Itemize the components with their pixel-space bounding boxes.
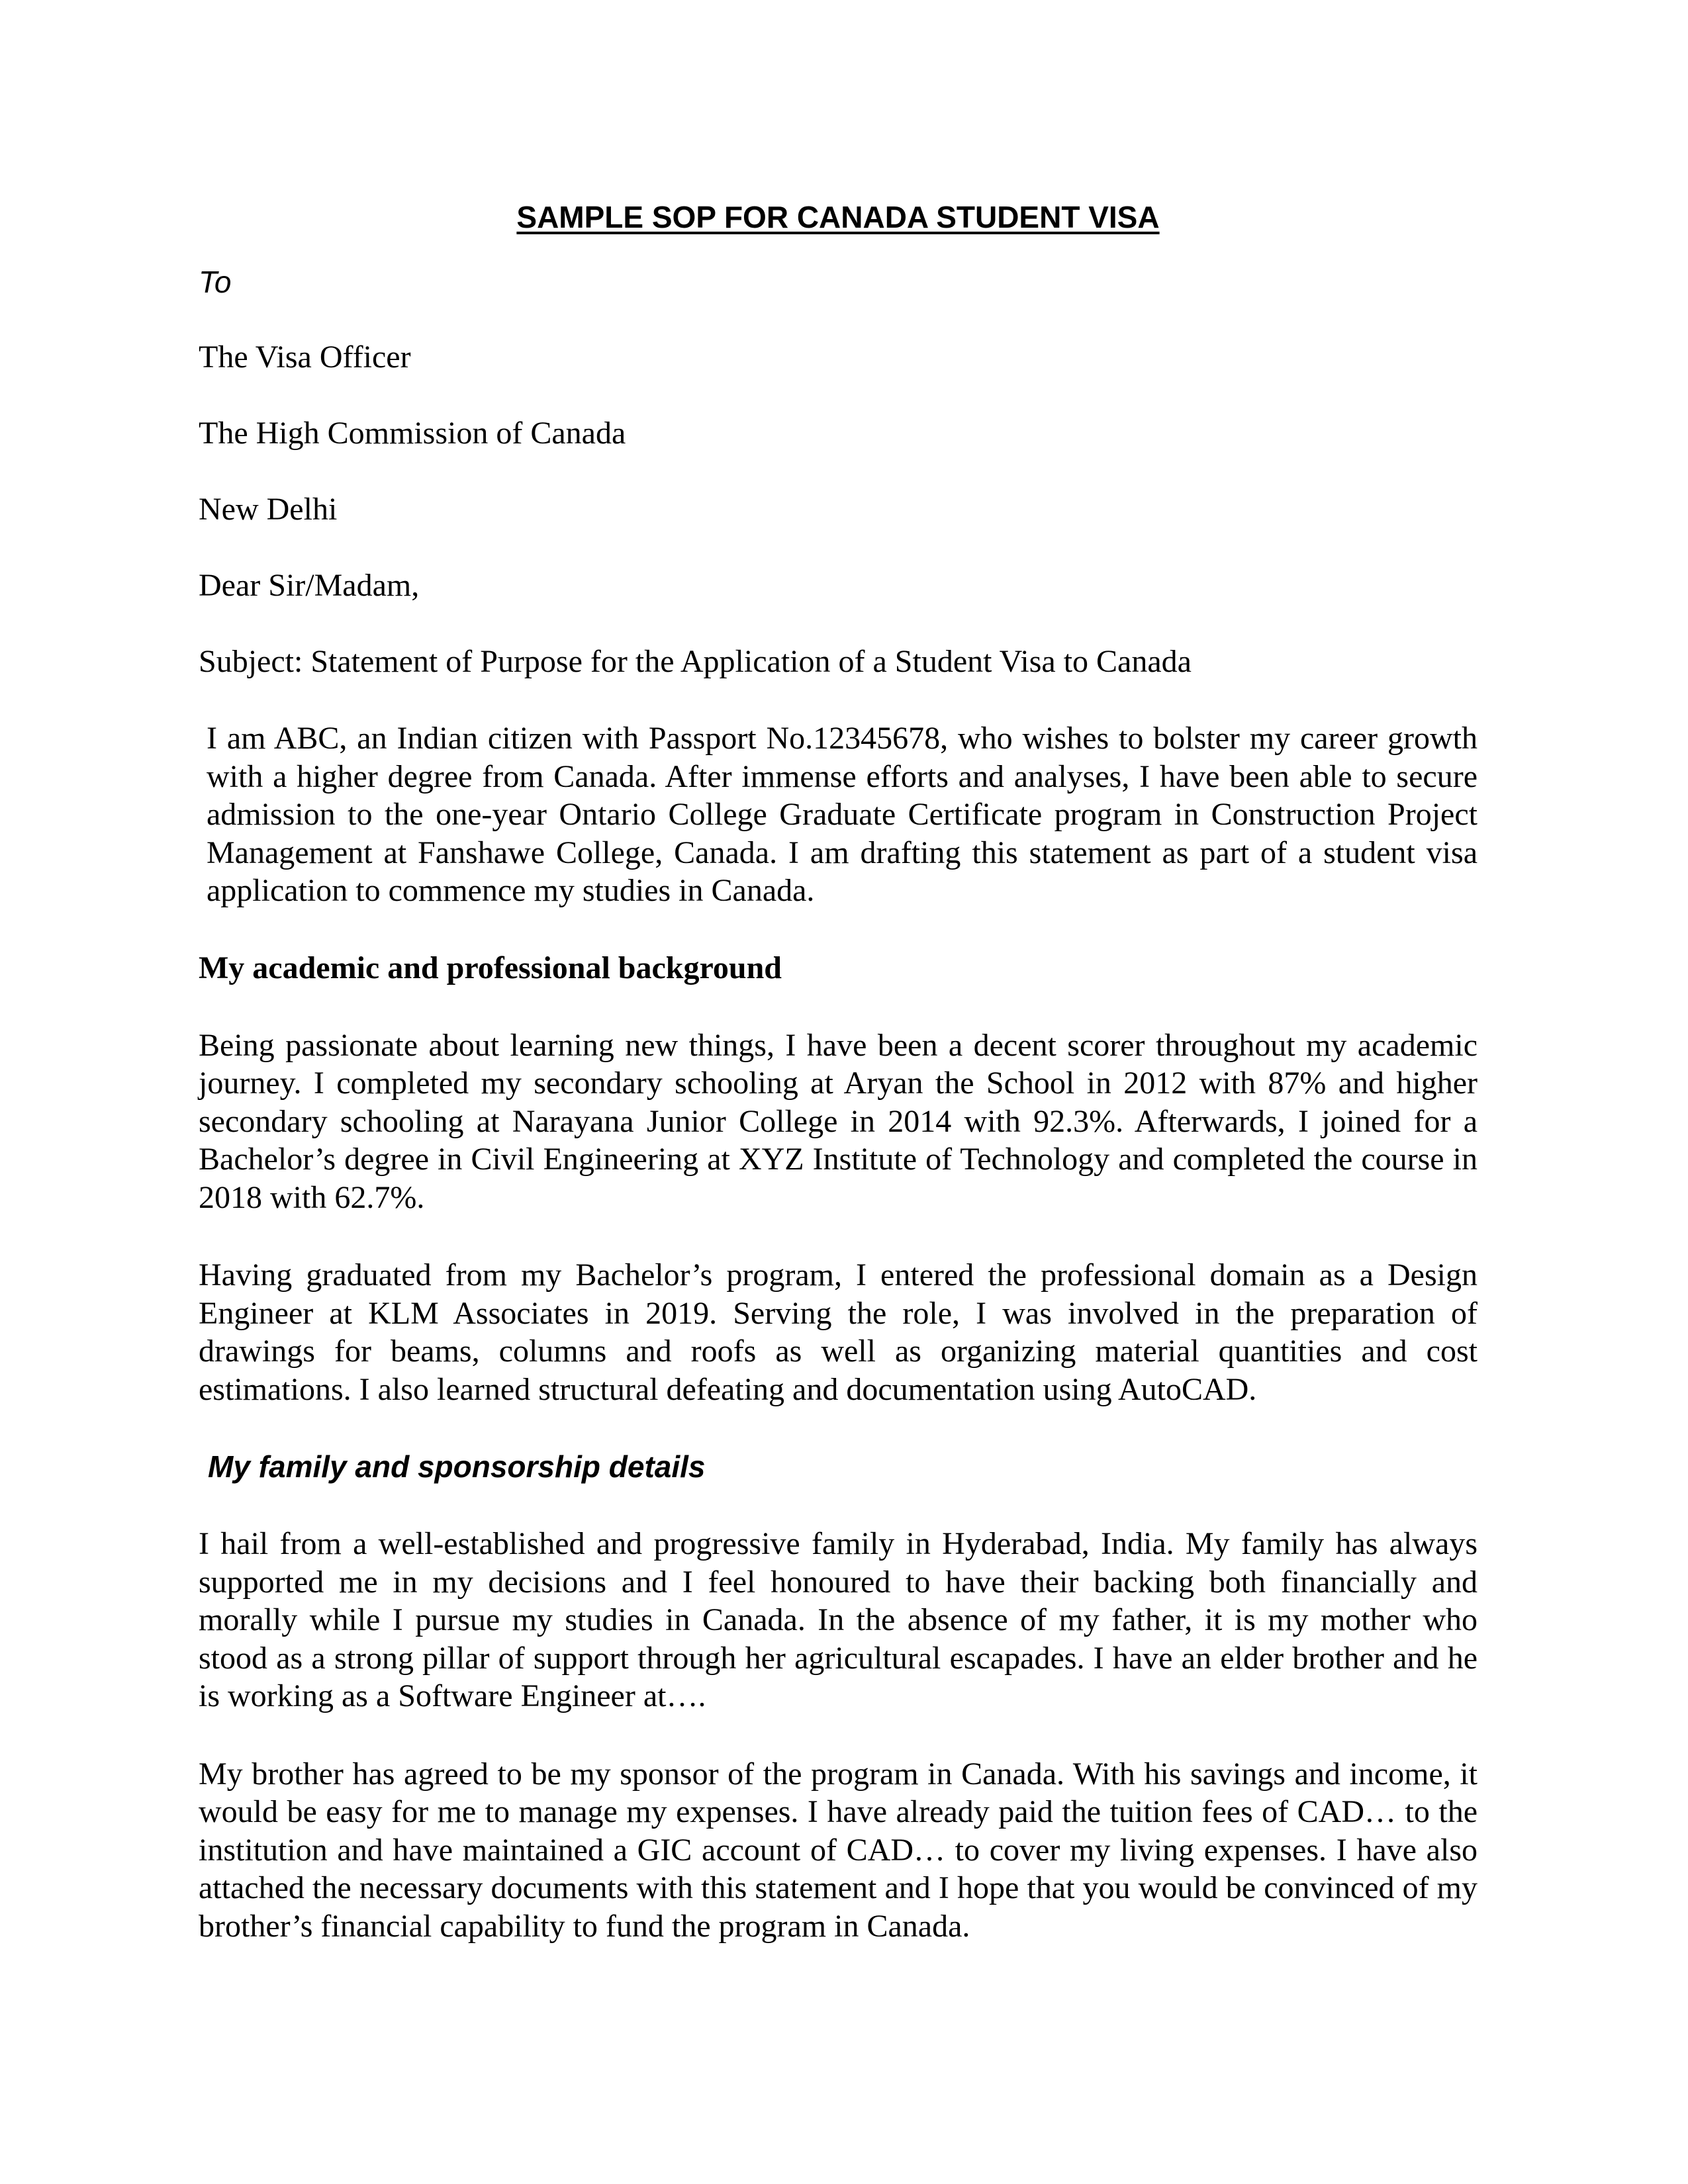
family-paragraph-2: My brother has agreed to be my sponsor of the program in Canada. With his savings and income, it would be easy for me to manage my expenses. I have already paid the tuition fees of CAD… to the institution and have maintained a GIC account of CAD… to cover my living expenses. I have also attached the necessary documents with this statement and I hope that you would be convinced of my brother’s financial capability to fund the program in Canada. [199,1756,1477,1944]
document-body [199,199,1477,1985]
academic-paragraph-1: Being passionate about learning new things, I have been a decent scorer throughout my academic journey. I completed my secondary schooling at Aryan the School in 2012 with 87% and higher secondary schooling at Narayana Junior College in 2014 with 92.3%. Afterwards, I joined for a Bachelor’s degree in Civil Engineering at XYZ Institute of Technology and completed the course in 2018 with 62.7%. [199,1027,1477,1215]
section-heading-family: My family and sponsorship details [208,1449,706,1484]
family-paragraph-1: I hail from a well-established and progressive family in Hyderabad, India. My family has always supported me in my decisions and I feel honoured to have their backing both financially and morally while I pursue my studies in Canada. In the absence of my father, it is my mother who stood as a strong pillar of support through her agricultural escapades. I have an elder brother and he is working as a Software Engineer at…. [199,1526,1477,1713]
salutation-to: To [199,265,232,299]
address-line-2: The High Commission of Canada [199,416,626,451]
section-heading-academic: My academic and professional background [199,950,782,985]
subject-line: Subject: Statement of Purpose for the Application of a Student Visa to Canada [199,644,1192,679]
greeting: Dear Sir/Madam, [199,568,420,603]
document-title: SAMPLE SOP FOR CANADA STUDENT VISA [516,200,1160,234]
intro-paragraph: I am ABC, an Indian citizen with Passport No.12345678, who wishes to bolster my career growth with a higher degree from Canada. After immense efforts and analyses, I have been able to secure admission to the one-year Ontario College Graduate Certificate program in Construction Project Management at Fanshawe College, Canada. I am drafting this statement as part of a student visa application to commence my studies in Canada. [207,721,1477,908]
address-line-1: The Visa Officer [199,340,411,375]
academic-paragraph-2: Having graduated from my Bachelor’s program, I entered the professional domain as a Design Engineer at KLM Associates in 2019. Serving the role, I was involved in the preparation of drawings for beams, columns and roofs as well as organizing material quantities and cost estimations. I also learned structural defeating and documentation using AutoCAD. [199,1257,1477,1407]
address-line-3: New Delhi [199,492,338,527]
